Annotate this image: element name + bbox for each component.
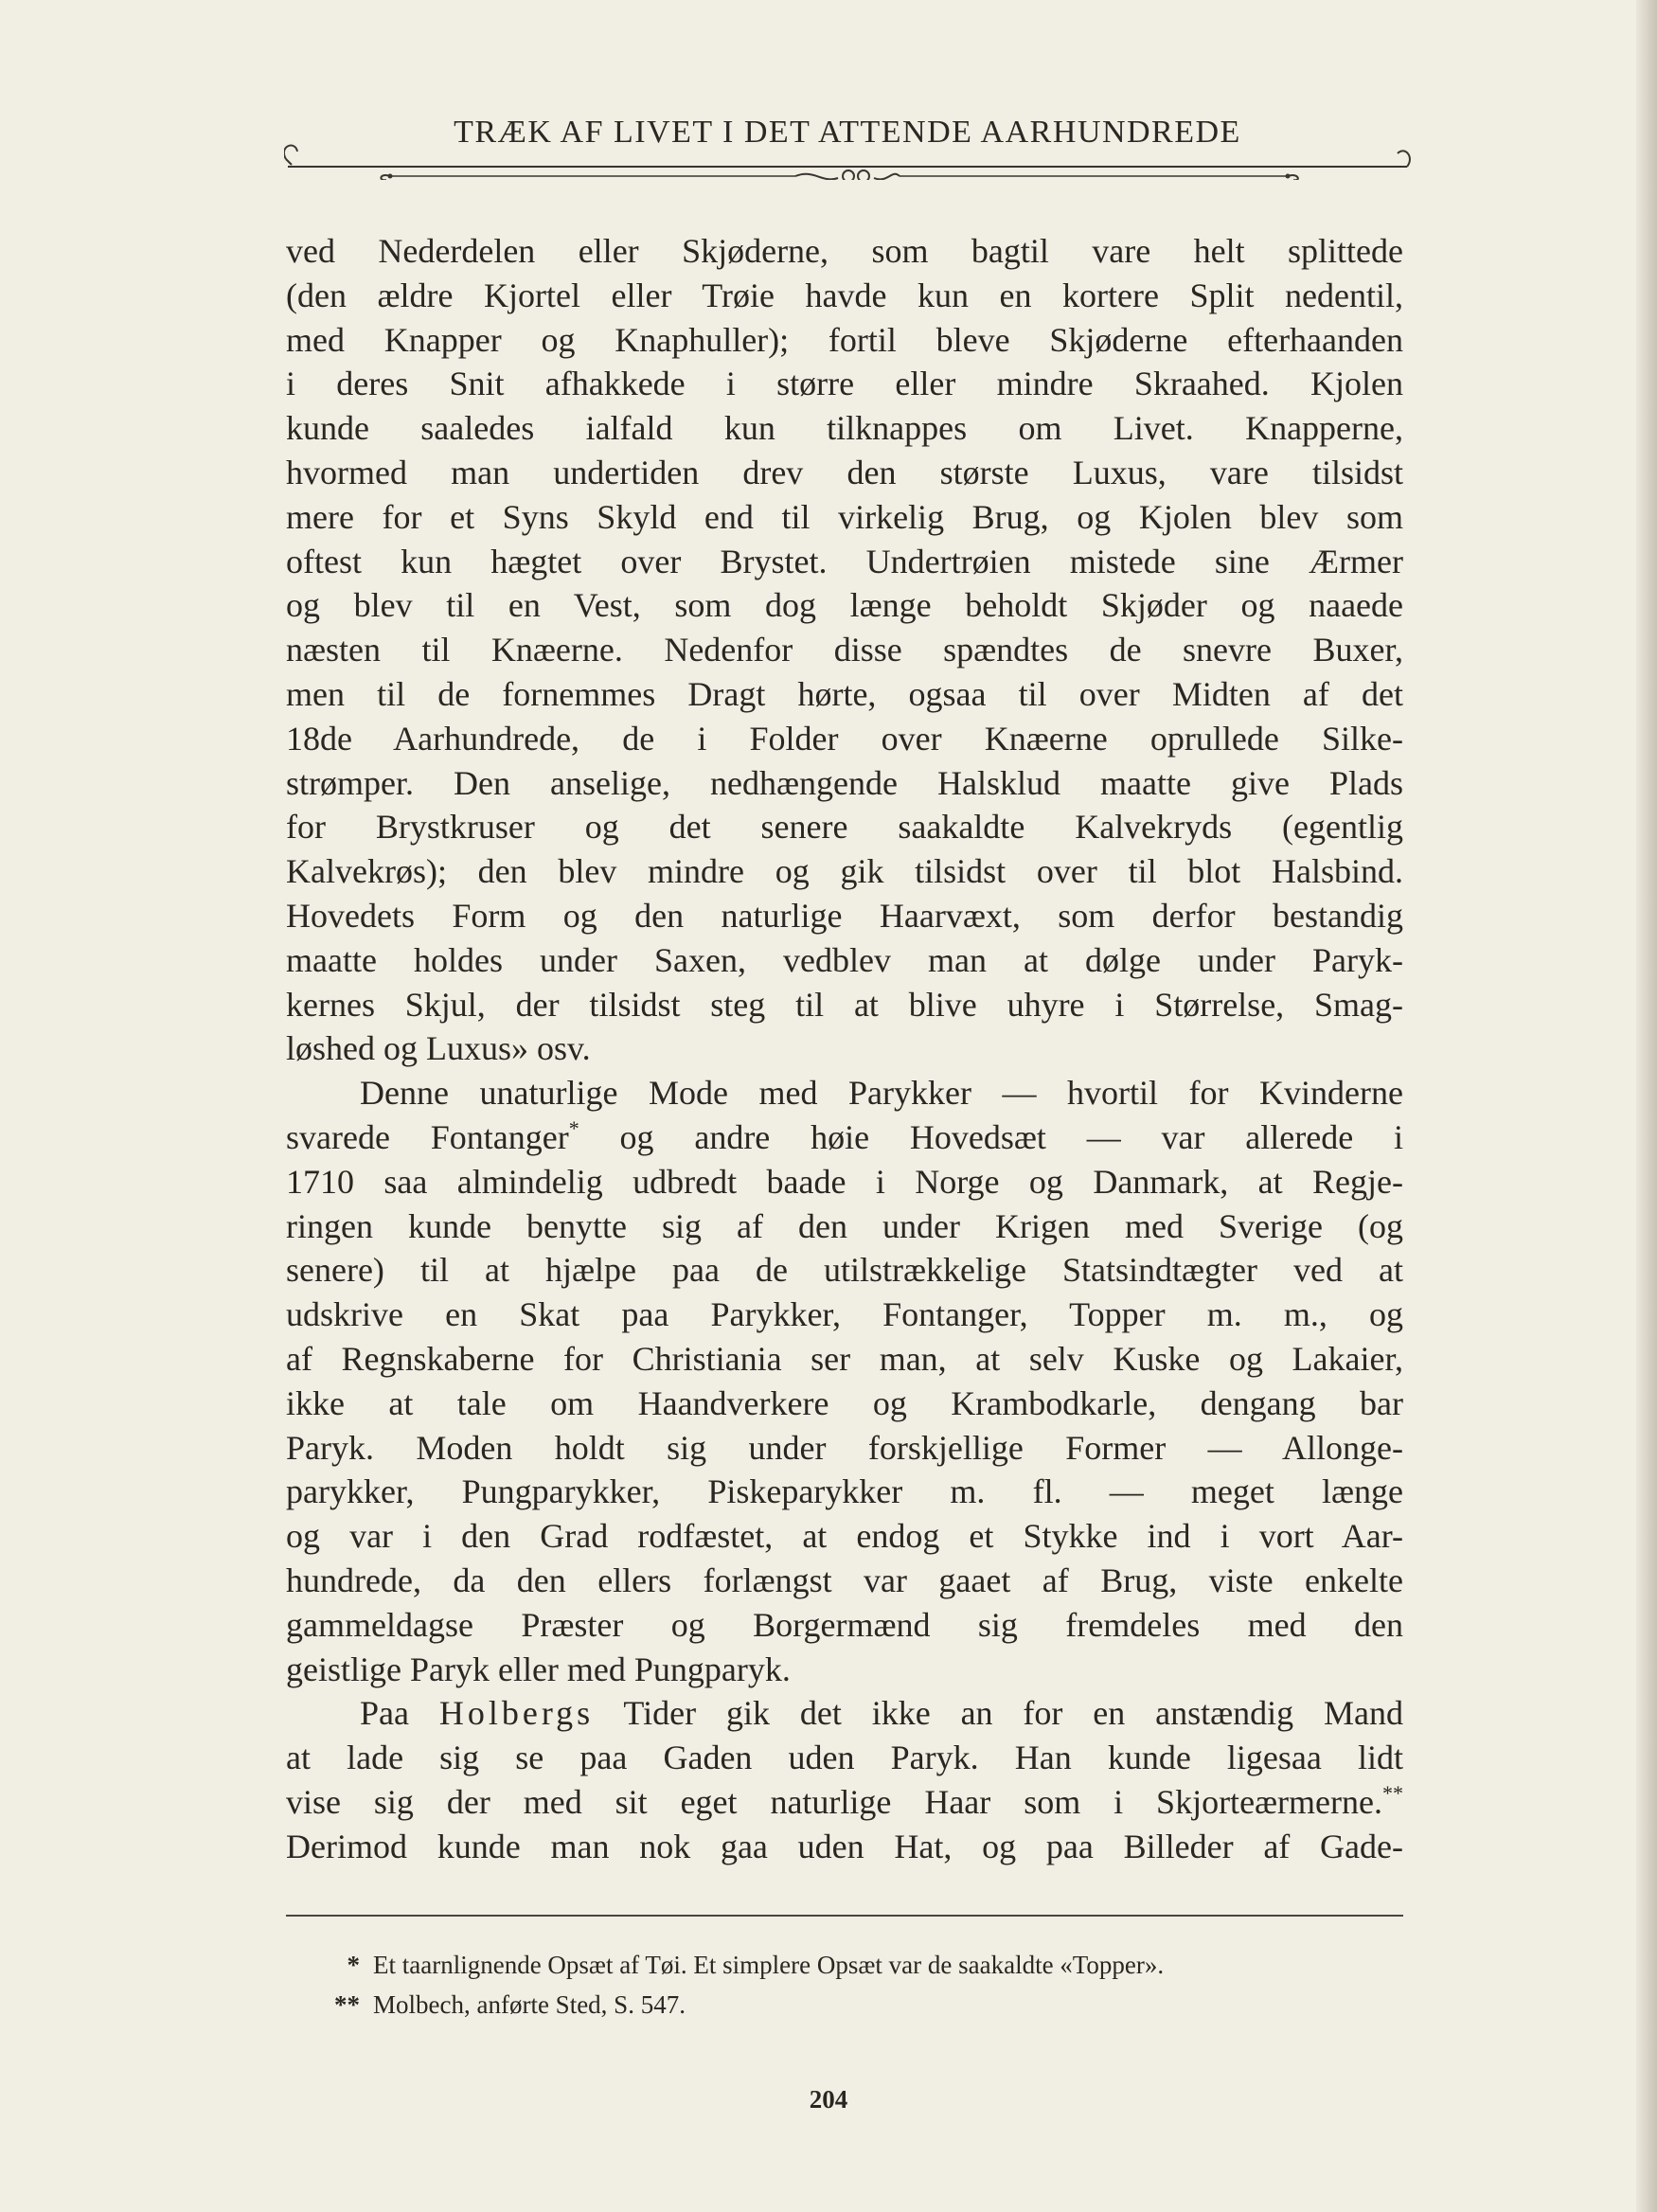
text-line: med Knapper og Knaphuller); fortil bleve Skjøderne efterhaanden [286,320,1403,359]
paragraph-3 [286,1691,1403,1868]
text-line: næsten til Knæerne. Nedenfor disse spændtes de snevre Buxer, [286,631,1403,669]
body-text [286,229,1403,1868]
page-edge-shadow [1636,0,1657,2212]
text-line: Derimod kunde man nok gaa uden Hat, og paa Billeder af Gade- [286,1827,1403,1865]
text-line: løshed og Luxus» osv. [286,1029,591,1068]
text-line: og blev til en Vest, som dog længe beholdt Skjøder og naaede [286,586,1403,625]
paragraph-2 [286,1071,1403,1691]
running-title: TRÆK AF LIVET I DET ATTENDE AARHUNDREDE [454,115,1241,150]
text-line: Paryk. Moden holdt sig under forskjellige Former — Allonge- [286,1428,1403,1467]
text-line: ringen kunde benytte sig af den under Krigen med Sverige (og [286,1206,1403,1245]
footnote-mark: ** [334,1990,360,2019]
text-line: kunde saaledes ialfald kun tilknappes om Livet. Knapperne, [286,409,1403,448]
text-line: Denne unaturlige Mode med Parykker — hvortil for Kvinderne [360,1074,1403,1113]
text-line: for Brystkruser og det senere saakaldte Kalvekryds (egentlig [286,808,1403,847]
footnote-divider [286,1915,1403,1917]
text-line [286,1691,1403,1736]
footnote-ref-2: ** [1382,1780,1403,1805]
footnote-1 [322,1945,1420,1985]
text-line: at lade sig se paa Gaden uden Paryk. Han kunde ligesaa lidt [286,1739,1403,1777]
text-fragment: og andre høie Hovedsæt — var allerede i [579,1117,1403,1156]
text-line: hundrede, da den ellers forlængst var gaaet af Brug, viste enkelte [286,1561,1403,1599]
text-line: 1710 saa almindelig udbredt baade i Norge og Danmark, at Regje- [286,1162,1403,1201]
text-line: senere) til at hjælpe paa de utilstrækkelige Statsindtægter ved at [286,1251,1403,1290]
text-line: strømper. Den anselige, nedhængende Halsklud maatte give Plads [286,763,1403,802]
running-head [284,112,1411,178]
text-line: 18de Aarhundrede, de i Folder over Knæerne oprullede Silke- [286,719,1403,758]
text-line: oftest kun hægtet over Brystet. Undertrøien mistede sine Ærmer [286,542,1403,580]
text-line: af Regnskaberne for Christiania ser man, at selv Kuske og Lakaier, [286,1339,1403,1378]
text-line: kernes Skjul, der tilsidst steg til at blive uhyre i Størrelse, Smag- [286,985,1403,1024]
text-line: mere for et Syns Skyld end til virkelig Brug, og Kjolen blev som [286,497,1403,536]
text-line: men til de fornemmes Dragt hørte, ogsaa til over Midten af det [286,674,1403,713]
text-line: i deres Snit afhakkede i større eller mindre Skraahed. Kjolen [286,365,1403,403]
text-line: geistlige Paryk eller med Pungparyk. [286,1650,791,1688]
text-line: maatte holdes under Saxen, vedblev man at dølge under Paryk- [286,940,1403,979]
text-fragment: svarede Fontanger [286,1117,569,1156]
text-line: ved Nederdelen eller Skjøderne, som bagtil vare helt splittede [286,232,1403,270]
paragraph-1 [286,229,1403,1071]
text-line [286,1780,1403,1825]
page-number: 204 [809,2085,848,2114]
text-line: udskrive en Skat paa Parykker, Fontanger, Topper m. m., og [286,1295,1403,1334]
footnotes [322,1945,1420,2025]
text-line: hvormed man undertiden drev den største Luxus, vare tilsidst [286,453,1403,491]
text-line: parykker, Pungparykker, Piskeparykker m. fl. — meget længe [286,1472,1403,1511]
text-line: Hovedets Form og den naturlige Haarvæxt, som derfor bestandig [286,896,1403,935]
text-fragment: Tider gik det ikke an for en anstændig Mand [594,1694,1403,1733]
text-line [286,1115,1403,1160]
text-line: ikke at tale om Haandverkere og Krambodkarle, dengang bar [286,1383,1403,1422]
text-line: Kalvekrøs); den blev mindre og gik tilsidst over til blot Halsbind. [286,852,1403,891]
footnote-ref-1: * [568,1115,579,1140]
footnote-text: Molbech, anførte Sted, S. 547. [373,1990,686,2019]
text-line: gammeldagse Præster og Borgermænd sig fremdeles med den [286,1605,1403,1644]
author-name-holberg: Holbergs [438,1694,595,1733]
ornamental-rule-icon [284,140,1411,180]
text-line: og var i den Grad rodfæstet, at endog et Stykke ind i vort Aar- [286,1517,1403,1556]
text-line: (den ældre Kjortel eller Trøie havde kun en kortere Split nedentil, [286,276,1403,314]
footnote-mark: * [347,1951,360,1979]
text-fragment: vise sig der med sit eget naturlige Haar som i Skjorteærmerne. [286,1782,1382,1821]
text-fragment: Paa [360,1694,439,1733]
footnote-text: Et taarnlignende Opsæt af Tøi. Et simplere Opsæt var de saakaldte «Topper». [373,1951,1165,1979]
footnote-2 [322,1985,1420,2025]
